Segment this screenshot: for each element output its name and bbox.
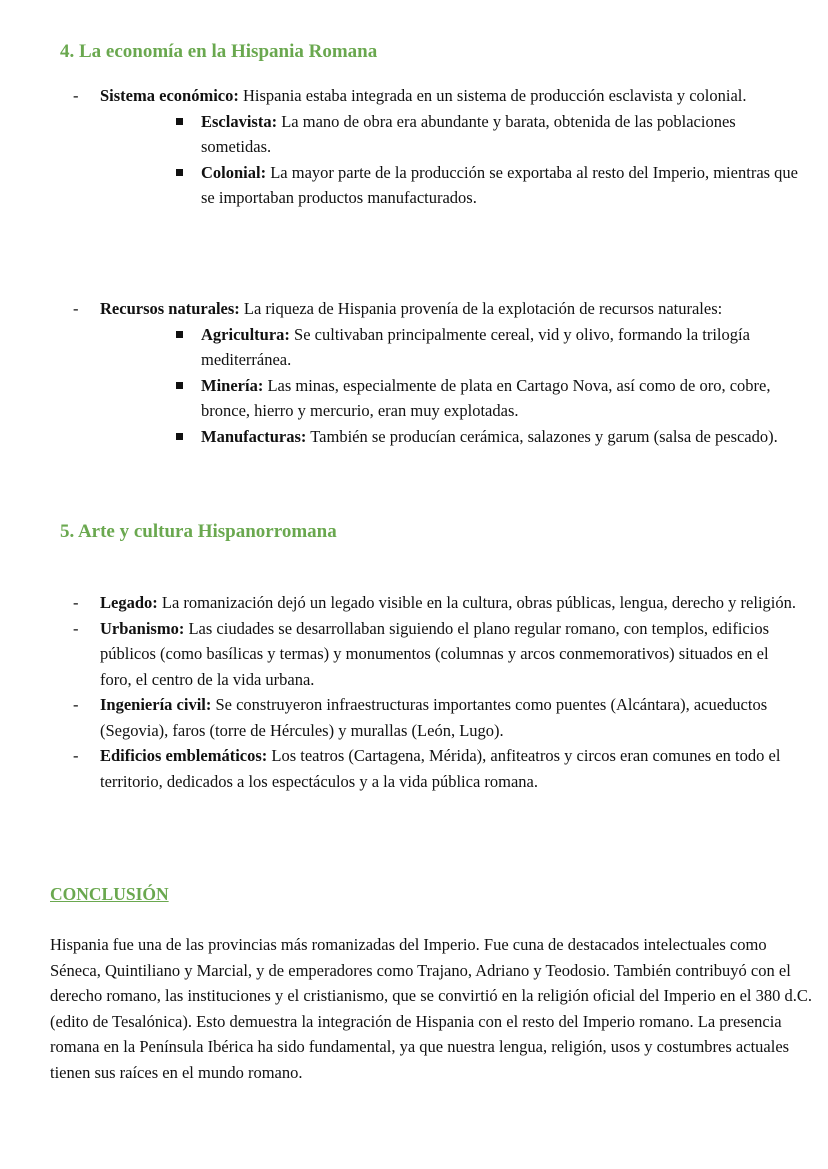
sublist-item-colonial xyxy=(201,160,800,211)
subitem-text: La mayor parte de la producción se exportaba al resto del Imperio, mientras que se importaban productos manufacturados. xyxy=(201,162,799,207)
section-5-list xyxy=(100,590,800,794)
item-text: La romanización dejó un legado visible en la cultura, obras públicas, lengua, derecho y religión. xyxy=(157,593,796,612)
sublist-item-mineria xyxy=(201,373,800,424)
list-item-edificios-emblematicos xyxy=(100,743,800,794)
subitem-text: Las minas, especialmente de plata en Cartago Nova, así como de oro, cobre, bronce, hierro y mercurio, eran muy explotadas. xyxy=(201,375,771,420)
list-item-urbanismo xyxy=(100,616,800,693)
subitem-label: Minería: xyxy=(201,375,264,395)
item-label: Urbanismo: xyxy=(100,618,185,638)
subitem-label: Colonial: xyxy=(201,162,267,182)
list-item-legado xyxy=(100,590,800,616)
sublist-item-esclavista xyxy=(201,109,800,160)
section-5-title: 5. Arte y cultura Hispanorromana xyxy=(60,521,337,542)
list-item-recursos-naturales xyxy=(100,296,800,449)
subitem-text: También se producían cerámica, salazones y garum (salsa de pescado). xyxy=(306,426,778,446)
subitem-text: La mano de obra era abundante y barata, obtenida de las poblaciones sometidas. xyxy=(201,111,736,156)
sublist-item-manufacturas xyxy=(201,424,800,450)
conclusion-paragraph: Hispania fue una de las provincias más romanizadas del Imperio. Fue cuna de destacados intelectuales como Séneca, Quintiliano y Marcial, y de emperadores como Trajano, Adriano y Teodosio. También contribuyó con el derecho romano, las instituciones y el cristianismo, que se convirtió en la religión oficial del Imperio en el 380 d.C. (edito de Tesalónica). Esto demuestra la integración de Hispania con el resto del Imperio romano. La presencia romana en la Península Ibérica ha sido fundamental, ya que nuestra lengua, religión, usos y costumbres actuales tienen sus raíces en el mundo romano. xyxy=(50,935,813,1082)
item-text: Los teatros (Cartagena, Mérida), anfiteatros y circos eran comunes en todo el territorio, dedicados a los espectáculos y a la vida pública romana. xyxy=(100,746,781,791)
item-text: La riqueza de Hispania provenía de la explotación de recursos naturales: xyxy=(239,299,723,318)
conclusion-title: CONCLUSIÓN xyxy=(50,884,169,904)
item-text: Se construyeron infraestructuras importantes como puentes (Alcántara), acueductos (Segovia), faros (torre de Hércules) y murallas (León, Lugo). xyxy=(100,695,768,740)
item-label: Legado: xyxy=(100,593,158,612)
item-label: Sistema económico: xyxy=(100,86,239,105)
section-4-title: 4. La economía en la Hispania Romana xyxy=(60,41,378,62)
subitem-text: Se cultivaban principalmente cereal, vid y olivo, formando la trilogía mediterránea. xyxy=(201,324,750,369)
sublist-item-agricultura xyxy=(201,322,800,373)
subitem-label: Esclavista: xyxy=(201,111,278,131)
subitem-label: Manufacturas: xyxy=(201,426,307,446)
item-text: Las ciudades se desarrollaban siguiendo el plano regular romano, con templos, edificios públicos (como basílicas y termas) y monumentos (columnas y arcos conmemorativos) situados en el foro, el centro de la vida urbana. xyxy=(100,618,769,689)
subitem-label: Agricultura: xyxy=(201,324,290,344)
list-item-sistema-economico xyxy=(100,83,800,211)
list-item-ingenieria-civil xyxy=(100,692,800,743)
item-label: Edificios emblemáticos: xyxy=(100,746,268,765)
item-label: Ingeniería civil: xyxy=(100,695,212,714)
item-text: Hispania estaba integrada en un sistema de producción esclavista y colonial. xyxy=(238,86,747,105)
sistema-economico-sublist xyxy=(100,109,800,211)
recursos-naturales-sublist xyxy=(100,322,800,450)
item-label: Recursos naturales: xyxy=(100,299,240,318)
